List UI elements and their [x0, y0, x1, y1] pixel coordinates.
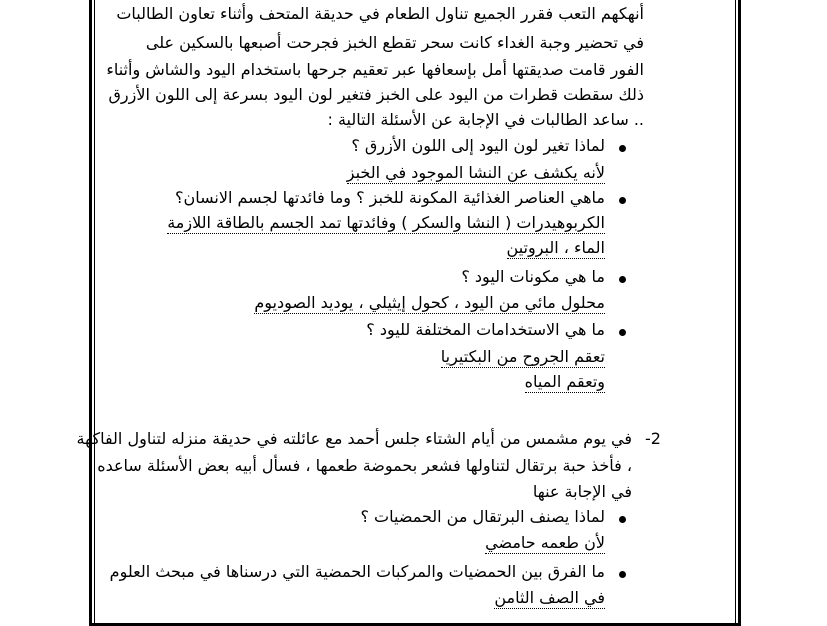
answer: [525, 371, 605, 393]
story-line: في يوم مشمس من أيام الشتاء جلس أحمد مع عائلته في حديقة منزله لتناول الفاكهة: [76, 429, 632, 448]
question: ماهي العناصر الغذائية المكونة للخبز ؟ وما فائدتها لجسم الانسان؟: [174, 188, 605, 207]
answer-text: لأن طعمه حامضي: [485, 533, 605, 552]
bullet-icon: [619, 197, 626, 204]
bullet-icon: [619, 276, 626, 283]
answer: [507, 237, 605, 259]
story-line: في تحضير وجبة الغداء كانت سحر تقطع الخبز فجرحت أصبعها بالسكين على: [145, 33, 644, 52]
answer-text: الكربوهيدرات ( النشا والسكر ) وفائدتها تمد الجسم بالطاقة اللازمة: [167, 213, 605, 232]
bullet-icon: [619, 329, 626, 336]
story-line: الفور قامت صديقتها أمل بإسعافها عبر تعقيم جرحها باستخدام اليود والشاش وأثناء: [106, 60, 644, 79]
answer: [494, 587, 605, 609]
answer-text: لأنه يكشف عن النشا الموجود في الخبز: [346, 163, 605, 182]
answer: [441, 346, 605, 368]
question: ما الفرق بين الحمضيات والمركبات الحمضية التي درسناها في مبحث العلوم: [109, 562, 605, 581]
story-line: في الإجابة عنها: [532, 482, 632, 501]
answer-text: وتعقم المياه: [524, 372, 605, 391]
answer-text: في الصف الثامن: [494, 588, 605, 607]
question: ما هي مكونات اليود ؟: [461, 267, 605, 286]
answer-text: تعقم الجروح من البكتيريا: [440, 347, 605, 366]
question: ما هي الاستخدامات المختلفة لليود ؟: [366, 320, 605, 339]
answer: [254, 292, 605, 314]
bullet-icon: [619, 516, 626, 523]
answer: [167, 212, 605, 234]
answer: [485, 532, 605, 554]
bullet-icon: [619, 571, 626, 578]
bullet-icon: [619, 145, 626, 152]
question: لماذا يصنف البرتقال من الحمضيات ؟: [360, 507, 605, 526]
story-line: ، فأخذ حبة برتقال لتناولها فشعر بحموضة طعمها ، فسأل أبيه بعض الأسئلة ساعده: [97, 456, 632, 475]
answer-text: محلول مائي من اليود ، كحول إيثيلي ، يوديد الصوديوم: [254, 293, 605, 312]
question: لماذا تغير لون اليود إلى اللون الأزرق ؟: [351, 136, 605, 155]
story-instruction: .. ساعد الطالبات في الإجابة عن الأسئلة التالية :: [327, 110, 644, 129]
answer-text: الماء ، البروتين: [506, 238, 605, 257]
story-line: أنهكهم التعب فقرر الجميع تناول الطعام في حديقة المتحف وأثناء تعاون الطالبات: [116, 4, 644, 23]
answer: [347, 162, 605, 184]
question-number: -2: [645, 429, 661, 448]
story-line: ذلك سقطت قطرات من اليود على الخبز فتغير لون اليود بسرعة إلى اللون الأزرق: [108, 85, 644, 104]
